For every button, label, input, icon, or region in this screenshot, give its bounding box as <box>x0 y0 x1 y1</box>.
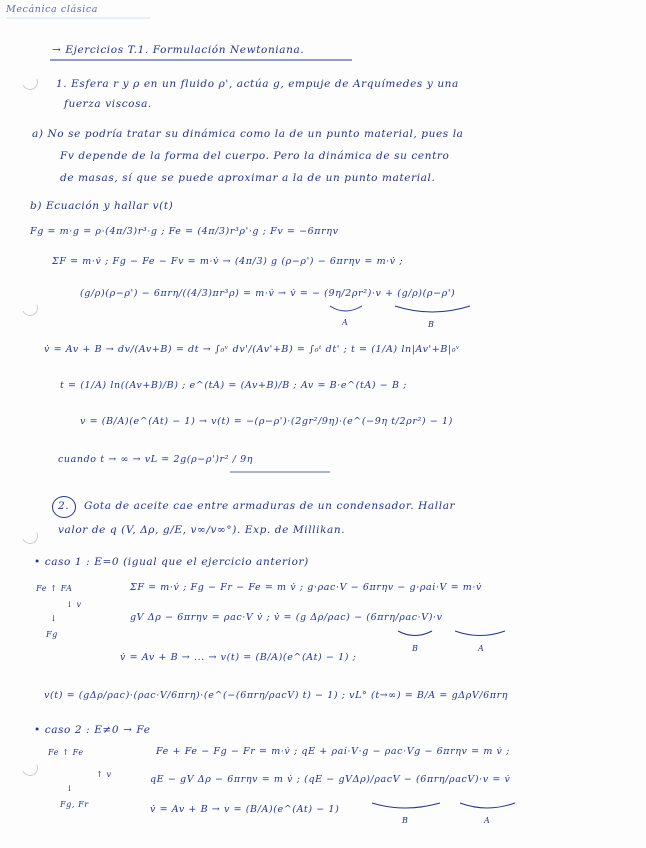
case1-eq3: v̇ = Av + B → ... → v(t) = (B/A)(e^(At) − 1) ; <box>120 652 357 663</box>
part-b-int1: v̇ = Av + B → dv/(Av+B) = dt → ∫₀ᵛ dv'/(Av'+B) = ∫₀ᵗ dt' ; t = (1/A) ln|Av'+B|₀ᵛ <box>44 344 461 355</box>
label-b: B <box>428 320 435 329</box>
underbrace-case1-a <box>455 631 505 636</box>
case1-diagram-fg: Fg <box>46 630 58 639</box>
case1-diagram-top: Fe ↑ FA <box>36 584 73 593</box>
part-a-line1: a) No se podría tratar su dinámica como la de un punto material, pues la <box>32 128 464 140</box>
case2-eq1: Fe + Fe − Fg − Fr = m·v̇ ; qE + ρai·V·g − ρac·Vg − 6πrηv = m v̇ ; <box>156 746 510 757</box>
part-b-sum2: (g/ρ)(ρ−ρ') − 6πrη/((4/3)πr³ρ) = m·v̇ → v̇ = − (9η/2ρr²)·v + (g/ρ)(ρ−ρ') <box>80 288 456 299</box>
case1-eq1: ΣF = m·v̇ ; Fg − Fr − Fe = m v̇ ; g·ρac·V − 6πrηv − g·ρai·V = m·v̇ <box>130 582 482 593</box>
case1-label-b: B <box>412 644 419 653</box>
underbrace-a <box>330 306 362 311</box>
underbrace-b <box>395 306 470 312</box>
underbrace-case2-a <box>460 803 515 808</box>
case1-diagram-v: ↓ v <box>66 600 82 609</box>
label-a: A <box>342 318 349 327</box>
part-b-int2: t = (1/A) ln((Av+B)/B) ; e^(tA) = (Av+B)/B ; Av = B·e^(tA) − B ; <box>60 380 407 391</box>
ex1-line2: fuerza viscosa. <box>64 98 152 110</box>
ex2-line2: valor de q (V, Δρ, g/E, v∞/v∞°). Exp. de Millikan. <box>58 524 346 536</box>
case1-eq2: gV Δρ − 6πrηv = ρac·V v̇ ; v̇ = (g Δρ/ρac) − (6πrη/ρac·V)·v <box>130 612 443 623</box>
ex2-line1: Gota de aceite cae entre armaduras de un condensador. Hallar <box>84 500 456 512</box>
part-a-line3: de masas, sí que se puede aproximar a la de un punto material. <box>60 172 436 184</box>
part-b-title: b) Ecuación y hallar v(t) <box>30 200 174 212</box>
part-b-solution: v = (B/A)(e^(At) − 1) → v(t) = −(ρ−ρ')·(2gr²/9η)·(e^(−9η t/2ρr²) − 1) <box>80 416 453 427</box>
case1-eq4: v(t) = (gΔρ/ρac)·(ρac·V/6πrη)·(e^(−(6πrη/ρacV) t) − 1) ; vL° (t→∞) = B/A = gΔρV/6πrη <box>44 690 509 701</box>
case2-diagram-fg: Fg, Fr <box>60 800 89 809</box>
case2-label-b: B <box>402 816 409 825</box>
underbrace-case1-b <box>398 631 432 636</box>
ex1-line1: 1. Esfera r y ρ en un fluido ρ', actúa g, empuje de Arquímedes y una <box>56 78 459 90</box>
case2-eq3: v̇ = Av + B → v = (B/A)(e^(At) − 1) <box>150 804 340 815</box>
case2-label-a: A <box>484 816 491 825</box>
part-a-line2: Fv depende de la forma del cuerpo. Pero la dinámica de su centro <box>60 150 450 162</box>
part-b-limit: cuando t → ∞ → vL = 2g(ρ−ρ')r² / 9η <box>58 454 254 465</box>
page-header: Mecánica clásica <box>6 4 99 15</box>
case2-title: • caso 2 : E≠0 → Fe <box>34 724 151 736</box>
case1-label-a: A <box>478 644 485 653</box>
case2-diagram-top: Fe ↑ Fe <box>48 748 84 757</box>
ex2-number: 2. <box>58 500 70 512</box>
case2-diagram-arrow: ↓ <box>66 784 74 793</box>
part-b-forces: Fg = m·g = ρ·(4π/3)r³·g ; Fe = (4π/3)r³ρ'·g ; Fv = −6πrηv <box>30 226 339 237</box>
case1-title: • caso 1 : E=0 (igual que el ejercicio anterior) <box>34 556 309 568</box>
section-title: → Ejercicios T.1. Formulación Newtoniana. <box>52 44 305 56</box>
underbrace-case2-b <box>372 803 440 808</box>
part-b-sum1: ΣF = m·v̇ ; Fg − Fe − Fv = m·v̇ → (4π/3) g (ρ−ρ') − 6πrηv = m·v̇ ; <box>52 256 404 267</box>
case2-eq2: qE − gV Δρ − 6πrηv = m v̇ ; (qE − gVΔρ)/ρacV − (6πrη/ρacV)·v = v̇ <box>150 774 511 785</box>
case2-diagram-v: ↑ v <box>96 770 112 779</box>
case1-diagram-arrow: ↓ <box>50 614 58 623</box>
